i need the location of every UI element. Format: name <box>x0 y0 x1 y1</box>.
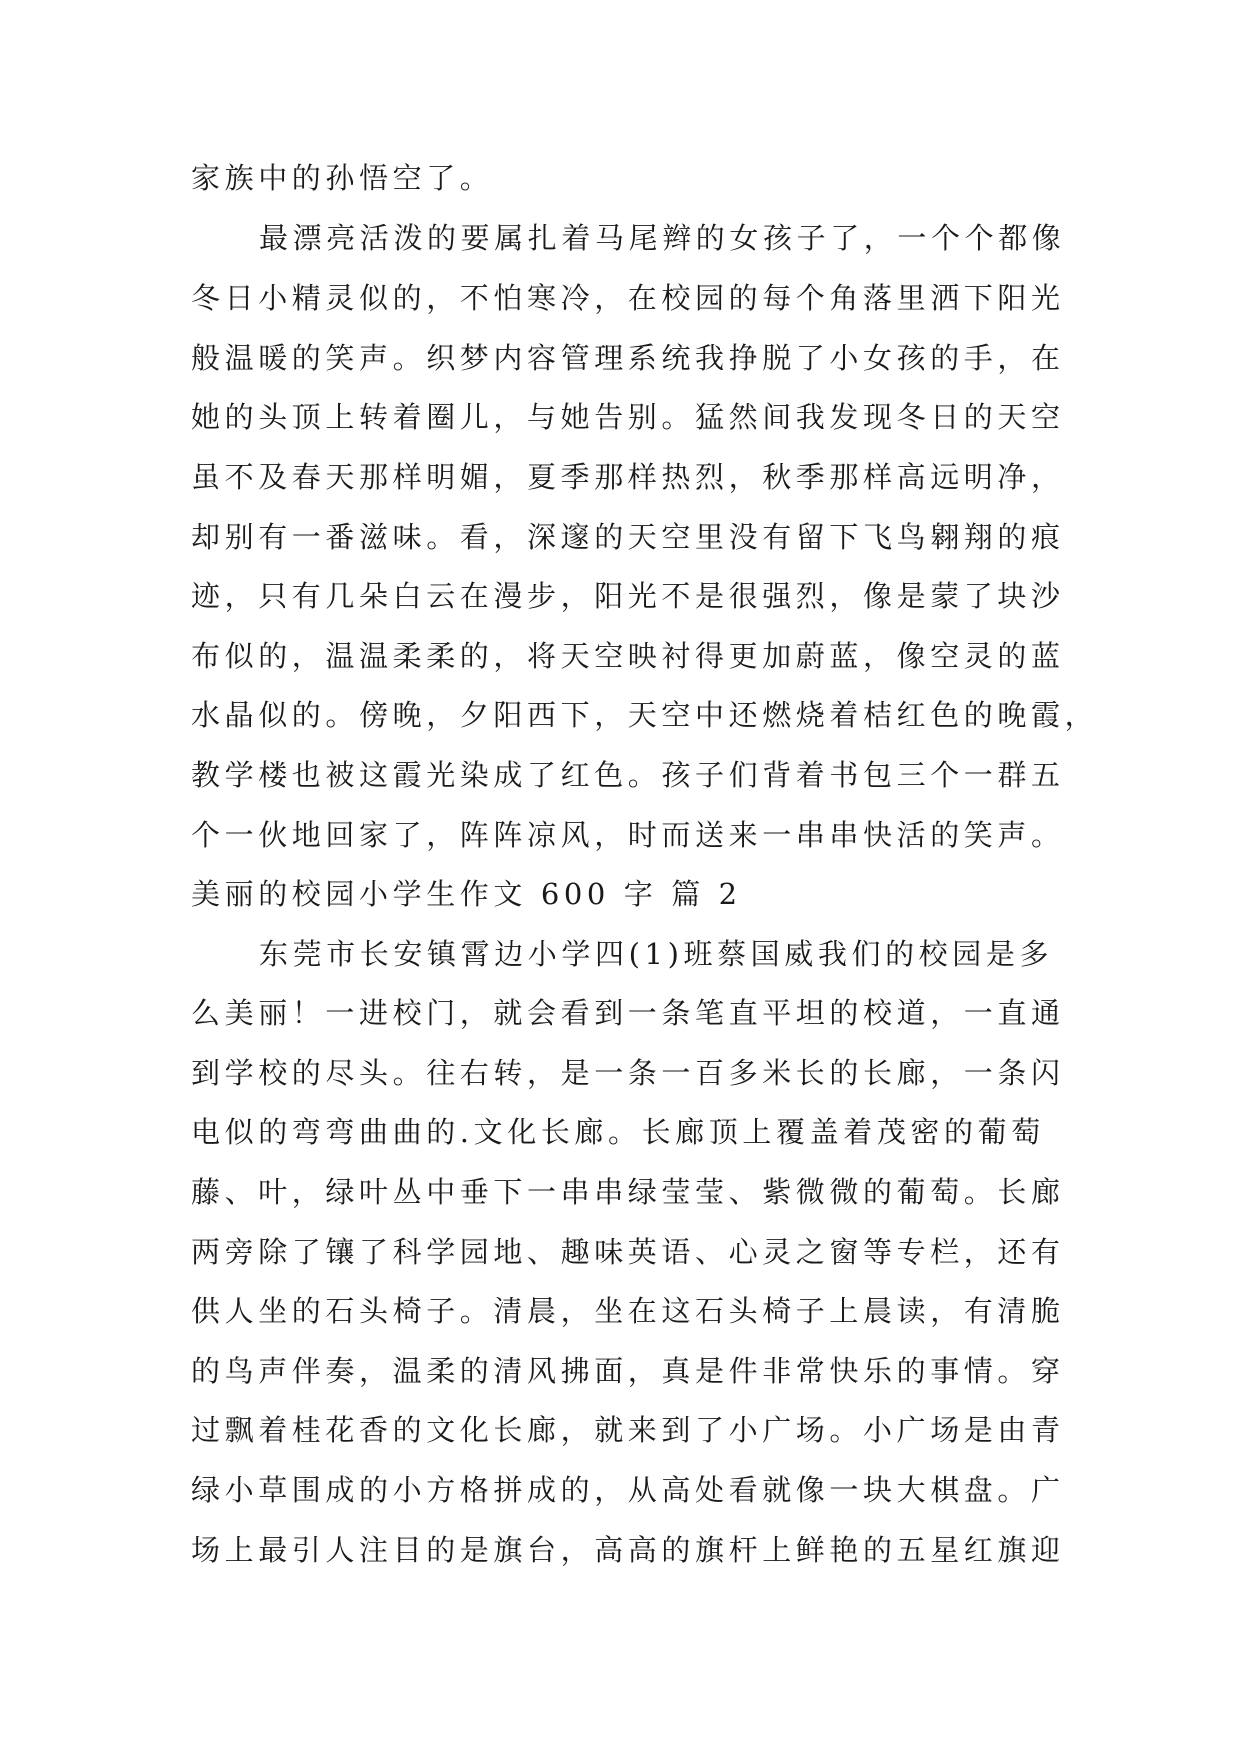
text-line: 供人坐的石头椅子。清晨，坐在这石头椅子上晨读，有清脆 <box>191 1294 1065 1328</box>
text-line: 她的头顶上转着圈儿，与她告别。猛然间我发现冬日的天空 <box>191 400 1065 434</box>
text-line: 虽不及春天那样明媚，夏季那样热烈，秋季那样高远明净， <box>191 460 1065 494</box>
text-line: 的鸟声伴奏，温柔的清风拂面，真是件非常快乐的事情。穿 <box>191 1354 1065 1388</box>
text-line: 个一伙地回家了，阵阵凉风，时而送来一串串快活的笑声。 <box>191 818 1065 852</box>
text-line: 到学校的尽头。往右转，是一条一百多米长的长廊，一条闪 <box>191 1056 1065 1090</box>
text-line: 布似的，温温柔柔的，将天空映衬得更加蔚蓝，像空灵的蓝 <box>191 639 1065 673</box>
text-line: 迹，只有几朵白云在漫步，阳光不是很强烈，像是蒙了块沙 <box>191 579 1065 613</box>
text-line: 教学楼也被这霞光染成了红色。孩子们背着书包三个一群五 <box>191 758 1065 792</box>
text-line: 般温暖的笑声。织梦内容管理系统我挣脱了小女孩的手，在 <box>191 341 1065 375</box>
text-line: 冬日小精灵似的，不怕寒冷，在校园的每个角落里洒下阳光 <box>191 281 1065 315</box>
text-line: 么美丽！一进校门，就会看到一条笔直平坦的校道，一直通 <box>191 996 1065 1030</box>
text-line: 水晶似的。傍晚，夕阳西下，天空中还燃烧着桔红色的晚霞， <box>191 698 1099 732</box>
paragraph-first-line: 最漂亮活泼的要属扎着马尾辫的女孩子了，一个个都像 <box>259 221 1066 255</box>
text-line: 两旁除了镶了科学园地、趣味英语、心灵之窗等专栏，还有 <box>191 1235 1065 1269</box>
text-line: 家族中的孙悟空了。 <box>191 161 494 195</box>
text-line: 过飘着桂花香的文化长廊，就来到了小广场。小广场是由青 <box>191 1413 1065 1447</box>
section-heading: 美丽的校园小学生作文 600 字 篇 2 <box>191 877 742 911</box>
text-line: 绿小草围成的小方格拼成的，从高处看就像一块大棋盘。广 <box>191 1473 1065 1507</box>
text-line: 却别有一番滋味。看，深邃的天空里没有留下飞鸟翱翔的痕 <box>191 520 1065 554</box>
text-line: 场上最引人注目的是旗台，高高的旗杆上鲜艳的五星红旗迎 <box>191 1533 1065 1567</box>
text-line: 藤、叶，绿叶丛中垂下一串串绿莹莹、紫微微的葡萄。长廊 <box>191 1175 1065 1209</box>
text-line: 电似的弯弯曲曲的.文化长廊。长廊顶上覆盖着茂密的葡萄 <box>191 1115 1045 1149</box>
paragraph-first-line: 东莞市长安镇霄边小学四(1)班蔡国威我们的校园是多 <box>259 937 1054 971</box>
